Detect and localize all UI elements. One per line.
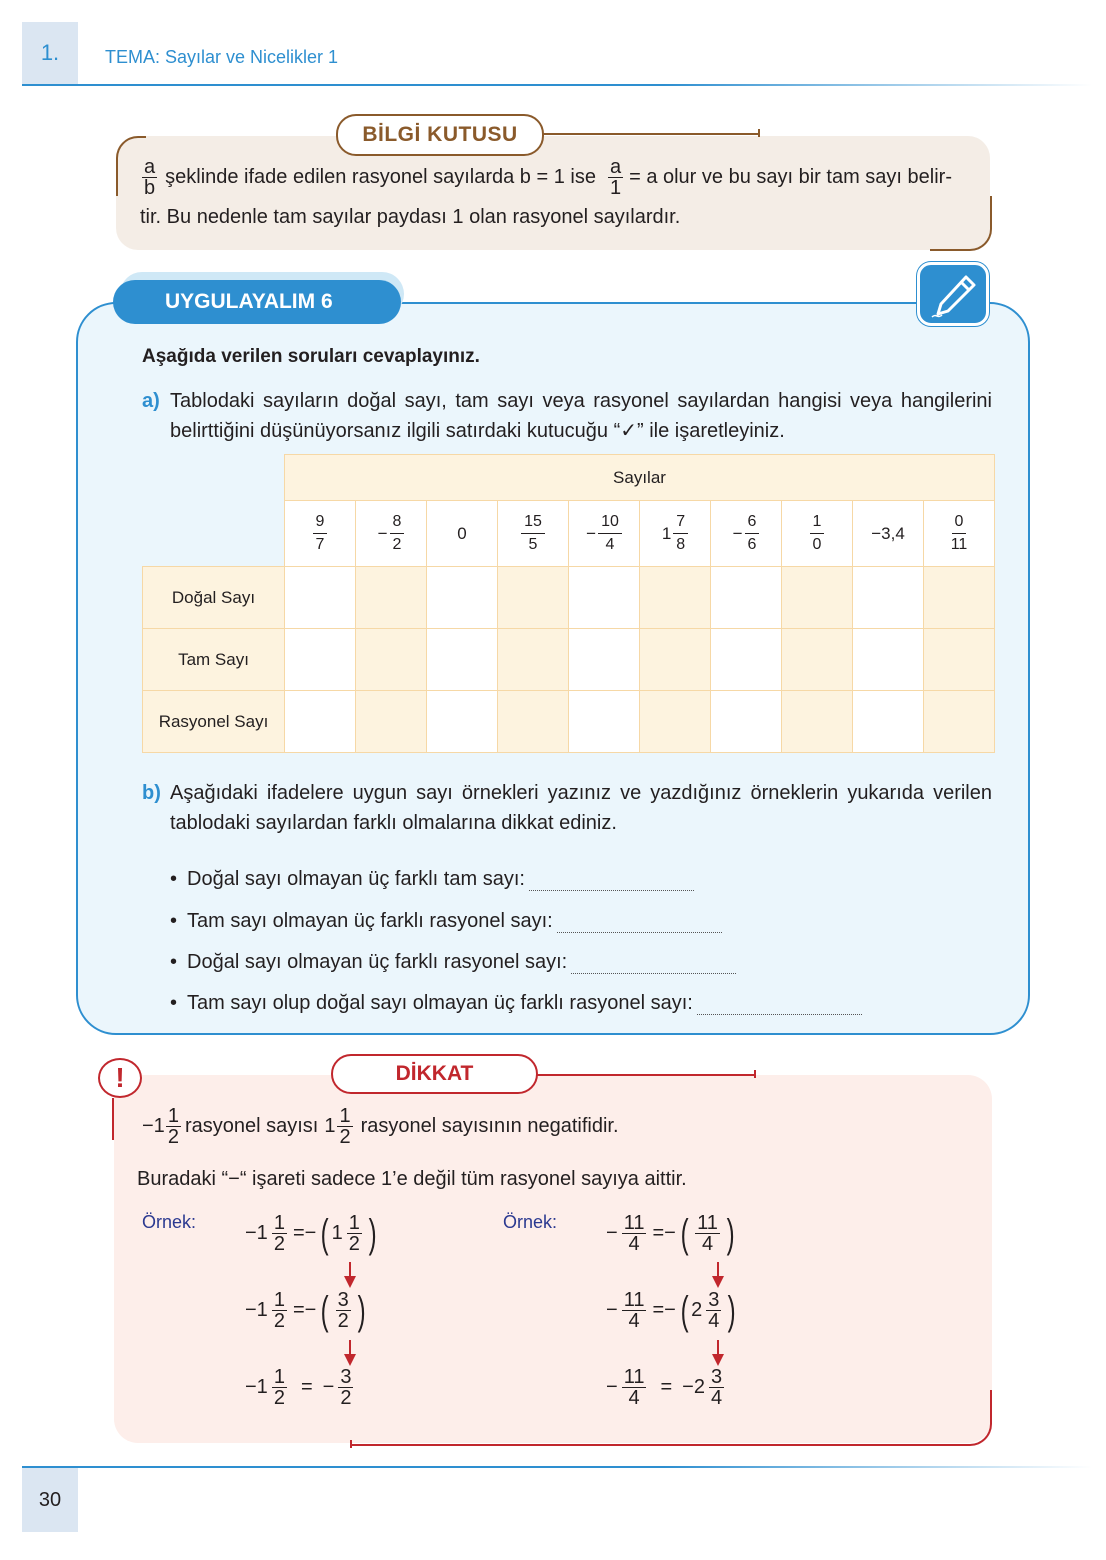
answer-item [170,850,862,891]
info-box-border-top [540,133,760,135]
answer-blank[interactable] [529,873,694,891]
table-number-cell: 9 7 [285,501,356,567]
checkbox-cell[interactable] [569,567,640,629]
table-header: Sayılar [285,455,995,501]
info-text-3: tir. Bu nedenle tam sayılar paydası 1 olan rasyonel sayılardır. [140,206,681,228]
attention-border-right [930,1390,992,1446]
question-b-text: Aşağıdaki ifadelere uygun sayı örnekleri yazınız ve yazdığınız örneklerin yukarıda verilen tablodaki sayılardan farklı olmalarına dikkat ediniz. [170,782,992,834]
attention-text-1b: rasyonel sayısının negatifidir. [360,1115,619,1137]
table-number-cell: 15 5 [498,501,569,567]
answer-prompt: Tam sayı olup doğal sayı olmayan üç farklı rasyonel sayı: [187,992,693,1015]
table-row-label: Tam Sayı [143,629,285,691]
checkbox-cell[interactable] [782,567,853,629]
exercise-heading: Aşağıda verilen soruları cevaplayınız. [142,346,480,367]
answer-item [170,933,862,974]
attention-border-bottom [350,1444,932,1446]
table-number-cell: − $\frac{8}{2}$ [356,501,427,567]
checkbox-cell[interactable] [569,691,640,753]
header-divider [22,84,1092,86]
attention-line-1: −1 $\frac{1}{2}$ rasyonel sayısı 1 $\frac{1}{2}$ rasyonel sayısının negatifidir. [142,1105,619,1148]
table-number-cell: −3,4 [853,501,924,567]
checkbox-cell[interactable] [356,691,427,753]
chapter-number: 1. [22,22,78,84]
pencil-icon [917,262,989,326]
exclamation-icon: ! [98,1058,142,1098]
answer-bullets [170,850,862,1015]
info-box-text [140,155,970,227]
checkbox-cell[interactable] [711,567,782,629]
checkbox-cell[interactable] [285,629,356,691]
bullet-icon: • [170,909,178,932]
table-row [143,629,995,691]
bullet-icon: • [170,950,178,973]
checkbox-cell[interactable] [782,691,853,753]
info-text-1: şeklinde ifade edilen rasyonel sayılarda b = 1 ise [165,166,596,188]
example-right-1: − $\frac{11}{4}$ =− ( $\frac{11}{4}$ ) [606,1211,735,1256]
answer-prompt: Doğal sayı olmayan üç farklı tam sayı: [187,868,525,891]
checkbox-cell[interactable] [640,691,711,753]
checkbox-cell[interactable] [924,567,995,629]
checkbox-cell[interactable] [853,567,924,629]
checkbox-cell[interactable] [427,567,498,629]
table-number-cell: 1 7 8 [640,501,711,567]
attention-title: DİKKAT [331,1054,538,1094]
answer-blank[interactable] [571,956,736,974]
checkbox-cell[interactable] [640,567,711,629]
table-number-cell: 0 11 [924,501,995,567]
example-left-2: −1 $\frac{1}{2}$ =− ( $\frac{3}{2}$ ) [245,1288,366,1333]
answer-blank[interactable] [557,915,722,933]
question-a [142,386,992,446]
page-number: 30 [22,1468,78,1532]
attention-line-2: Buradaki “−“ işareti sadece 1’e değil tüm rasyonel sayıya aittir. [137,1168,687,1190]
number-classification-table [142,454,995,753]
table-number-cell: − $\frac{10}{4}$ [569,501,640,567]
footer-divider [22,1466,1092,1468]
bullet-icon: • [170,868,178,891]
arrow-down-icon [712,1262,724,1288]
checkbox-cell[interactable] [356,567,427,629]
answer-item [170,974,862,1015]
table-row-label: Rasyonel Sayı [143,691,285,753]
info-text-2: = a olur ve bu sayı bir tam sayı belir- [629,166,952,188]
example-left-1: −1 $\frac{1}{2}$ =− ( 1 $\frac{1}{2}$ ) [245,1211,377,1256]
checkbox-cell[interactable] [427,691,498,753]
checkbox-cell[interactable] [356,629,427,691]
attention-border-top [536,1074,756,1076]
table-row [143,567,995,629]
fraction-a-over-1: $\frac{a}{1}$ [609,155,622,199]
exclamation-line [112,1098,114,1140]
checkbox-cell[interactable] [924,691,995,753]
checkbox-cell[interactable] [853,629,924,691]
answer-item [170,891,862,932]
checkbox-cell[interactable] [711,691,782,753]
checkbox-cell[interactable] [498,567,569,629]
checkbox-cell[interactable] [427,629,498,691]
checkbox-cell[interactable] [569,629,640,691]
answer-prompt: Tam sayı olmayan üç farklı rasyonel sayı: [187,909,553,932]
question-b [142,778,992,838]
chapter-title: TEMA: Sayılar ve Nicelikler 1 [105,47,339,67]
question-b-label: b) [142,782,161,804]
example-left-3: −1 $\frac{1}{2}$ = − $\frac{3}{2}$ [245,1366,352,1409]
example-label-left: Örnek: [142,1212,197,1232]
checkbox-cell[interactable] [924,629,995,691]
answer-blank[interactable] [697,997,862,1015]
checkbox-cell[interactable] [498,629,569,691]
exercise-title: UYGULAYALIM 6 [113,280,401,324]
checkbox-cell[interactable] [640,629,711,691]
example-right-3: − $\frac{11}{4}$ = −2 $\frac{3}{4}$ [606,1366,723,1409]
table-number-cell: 1 0 [782,501,853,567]
table-row [143,691,995,753]
table-number-cell: − $\frac{6}{6}$ [711,501,782,567]
checkbox-cell[interactable] [498,691,569,753]
table-row-label: Doğal Sayı [143,567,285,629]
table-number-cell: 0 [427,501,498,567]
question-a-label: a) [142,390,160,412]
example-label-right: Örnek: [503,1212,558,1232]
arrow-down-icon [344,1262,356,1288]
checkbox-cell[interactable] [782,629,853,691]
fraction-a-over-b: $\frac{a}{b}$ [144,155,156,199]
checkbox-cell[interactable] [711,629,782,691]
example-right-2: − $\frac{11}{4}$ =− ( 2 $\frac{3}{4}$ ) [606,1288,737,1333]
checkbox-cell[interactable] [285,691,356,753]
info-box-title: BİLGİ KUTUSU [336,114,544,156]
checkbox-cell[interactable] [285,567,356,629]
arrow-down-icon [344,1340,356,1366]
question-a-text: Tablodaki sayıların doğal sayı, tam sayı veya rasyonel sayılardan hangisi veya hangilerini belirttiğini düşünüyorsanız ilgili satırdaki kutucuğu “✓” ile işaretleyiniz. [170,390,992,442]
arrow-down-icon [712,1340,724,1366]
attention-text-1a: rasyonel sayısı [184,1115,319,1137]
answer-prompt: Doğal sayı olmayan üç farklı rasyonel sayı: [187,950,568,973]
checkbox-cell[interactable] [853,691,924,753]
bullet-icon: • [170,992,178,1015]
